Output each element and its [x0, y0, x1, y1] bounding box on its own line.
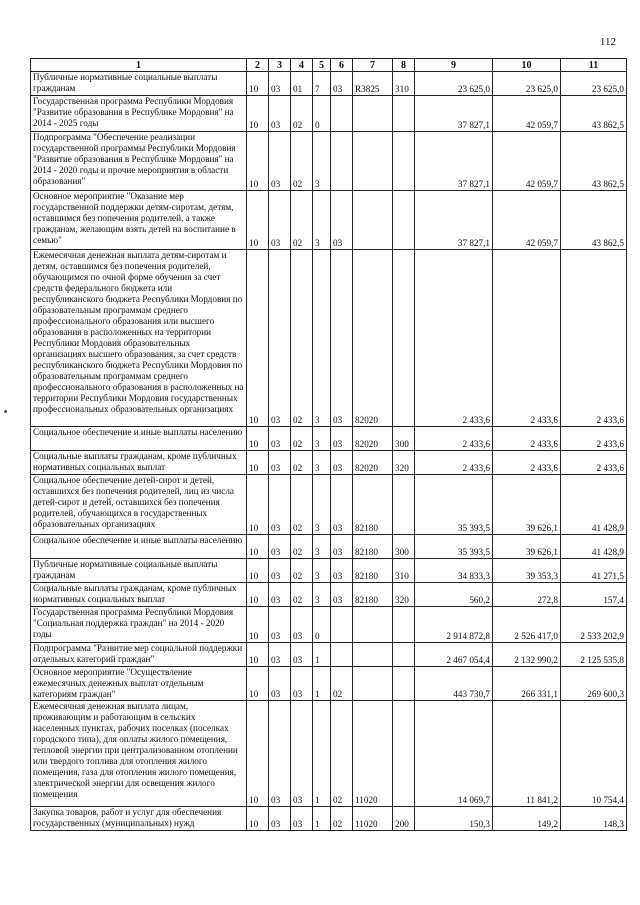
- cell-c4: 02: [291, 96, 313, 132]
- cell-c5: 0: [313, 607, 331, 643]
- cell-c4: 02: [291, 583, 313, 607]
- cell-c9: 2 914 872,8: [415, 607, 493, 643]
- row-name-cell: Публичные нормативные социальные выплаты гражданам: [31, 72, 247, 96]
- cell-c10: 2 433,6: [493, 451, 561, 475]
- cell-c10: 42 059,7: [493, 191, 561, 250]
- cell-c2: 10: [247, 250, 269, 427]
- cell-c6: 03: [331, 250, 353, 427]
- cell-c10: 266 331,1: [493, 667, 561, 701]
- row-name-cell: Социальное обеспечение и иные выплаты населению: [31, 535, 247, 559]
- cell-c11: 2 533 202,9: [561, 607, 627, 643]
- cell-c8: [393, 96, 415, 132]
- cell-c3: 03: [269, 96, 291, 132]
- col-header: 3: [269, 59, 291, 72]
- cell-c8: [393, 643, 415, 667]
- cell-c4: 02: [291, 535, 313, 559]
- cell-c6: 03: [331, 475, 353, 535]
- table-row: [31, 191, 627, 250]
- cell-c4: 02: [291, 250, 313, 427]
- cell-c3: 03: [269, 72, 291, 96]
- cell-c2: 10: [247, 191, 269, 250]
- row-name-cell: Государственная программа Республики Мордовия "Социальная поддержка граждан" на 2014 - 2020 годы: [31, 607, 247, 643]
- cell-c3: 03: [269, 250, 291, 427]
- cell-c7: [353, 191, 393, 250]
- cell-c5: 3: [313, 475, 331, 535]
- cell-c10: 2 433,6: [493, 250, 561, 427]
- cell-c8: 300: [393, 535, 415, 559]
- table-row: [31, 72, 627, 96]
- row-name-cell: Подпрограмма "Развитие мер социальной поддержки отдельных категорий граждан": [31, 643, 247, 667]
- cell-c10: 2 132 990,2: [493, 643, 561, 667]
- col-header: 4: [291, 59, 313, 72]
- cell-c2: 10: [247, 583, 269, 607]
- row-name-cell: Основное мероприятие "Осуществление ежемесячных денежных выплат отдельным категориям граждан": [31, 667, 247, 701]
- table-row: [31, 607, 627, 643]
- cell-c2: 10: [247, 72, 269, 96]
- cell-c3: 03: [269, 701, 291, 807]
- cell-c8: [393, 667, 415, 701]
- cell-c2: 10: [247, 559, 269, 583]
- cell-c9: 35 393,5: [415, 475, 493, 535]
- table-row: [31, 559, 627, 583]
- cell-c7: 82020: [353, 250, 393, 427]
- cell-c4: 02: [291, 475, 313, 535]
- cell-c7: R3825: [353, 72, 393, 96]
- cell-c3: 03: [269, 643, 291, 667]
- table-body: [31, 72, 627, 831]
- cell-c8: 320: [393, 451, 415, 475]
- cell-c11: 2 433,6: [561, 427, 627, 451]
- cell-c6: 03: [331, 583, 353, 607]
- col-header: 9: [415, 59, 493, 72]
- cell-c4: 01: [291, 72, 313, 96]
- row-name-cell: Публичные нормативные социальные выплаты гражданам: [31, 559, 247, 583]
- table-row: [31, 132, 627, 191]
- cell-c5: 3: [313, 535, 331, 559]
- cell-c5: 3: [313, 583, 331, 607]
- row-name-cell: Государственная программа Республики Мордовия "Развитие образования в Республике Мордовия" на 2014 - 2025 годы: [31, 96, 247, 132]
- cell-c8: [393, 475, 415, 535]
- cell-c11: 43 862,5: [561, 191, 627, 250]
- cell-c9: 37 827,1: [415, 96, 493, 132]
- cell-c3: 03: [269, 667, 291, 701]
- cell-c9: 2 433,6: [415, 451, 493, 475]
- cell-c4: 03: [291, 701, 313, 807]
- cell-c9: 23 625,0: [415, 72, 493, 96]
- cell-c5: 1: [313, 643, 331, 667]
- cell-c3: 03: [269, 451, 291, 475]
- cell-c10: 2 526 417,0: [493, 607, 561, 643]
- cell-c6: 02: [331, 667, 353, 701]
- cell-c2: 10: [247, 451, 269, 475]
- col-header: 8: [393, 59, 415, 72]
- cell-c2: 10: [247, 807, 269, 831]
- cell-c3: 03: [269, 191, 291, 250]
- cell-c11: 43 862,5: [561, 96, 627, 132]
- col-header: 2: [247, 59, 269, 72]
- cell-c11: 41 428,9: [561, 475, 627, 535]
- cell-c9: 37 827,1: [415, 132, 493, 191]
- cell-c5: 1: [313, 701, 331, 807]
- cell-c11: 2 433,6: [561, 250, 627, 427]
- row-name-cell: Основное мероприятие "Оказание мер государственной поддержки детям-сиротам, детям, оставшимся без попечения родителей, а также гражданам, желающим взять детей на воспитание в семью": [31, 191, 247, 250]
- cell-c7: 82020: [353, 451, 393, 475]
- cell-c7: 82180: [353, 559, 393, 583]
- cell-c6: 03: [331, 535, 353, 559]
- cell-c11: 148,3: [561, 807, 627, 831]
- cell-c2: 10: [247, 643, 269, 667]
- cell-c3: 03: [269, 583, 291, 607]
- cell-c6: 02: [331, 807, 353, 831]
- cell-c6: [331, 607, 353, 643]
- cell-c7: 82180: [353, 583, 393, 607]
- cell-c9: 14 069,7: [415, 701, 493, 807]
- cell-c2: 10: [247, 535, 269, 559]
- cell-c5: 3: [313, 191, 331, 250]
- cell-c11: 269 600,3: [561, 667, 627, 701]
- cell-c3: 03: [269, 535, 291, 559]
- table-row: [31, 250, 627, 427]
- cell-c6: 03: [331, 191, 353, 250]
- cell-c8: 310: [393, 559, 415, 583]
- cell-c7: 11020: [353, 807, 393, 831]
- table-row: [31, 427, 627, 451]
- cell-c11: 41 271,5: [561, 559, 627, 583]
- col-header: 10: [493, 59, 561, 72]
- cell-c5: 3: [313, 427, 331, 451]
- cell-c9: 2 467 054,4: [415, 643, 493, 667]
- cell-c2: 10: [247, 475, 269, 535]
- cell-c6: 03: [331, 427, 353, 451]
- cell-c7: [353, 96, 393, 132]
- table-row: [31, 475, 627, 535]
- cell-c6: [331, 643, 353, 667]
- col-header: 5: [313, 59, 331, 72]
- cell-c10: 42 059,7: [493, 132, 561, 191]
- cell-c6: 03: [331, 451, 353, 475]
- cell-c4: 02: [291, 191, 313, 250]
- cell-c7: 82020: [353, 427, 393, 451]
- page-number: 112: [599, 36, 616, 48]
- cell-c5: 3: [313, 250, 331, 427]
- cell-c10: 39 626,1: [493, 475, 561, 535]
- cell-c4: 03: [291, 667, 313, 701]
- cell-c5: 0: [313, 96, 331, 132]
- cell-c8: 200: [393, 807, 415, 831]
- cell-c2: 10: [247, 667, 269, 701]
- cell-c4: 02: [291, 559, 313, 583]
- cell-c10: 11 841,2: [493, 701, 561, 807]
- cell-c5: 3: [313, 132, 331, 191]
- cell-c9: 2 433,6: [415, 250, 493, 427]
- cell-c3: 03: [269, 607, 291, 643]
- cell-c10: 149,2: [493, 807, 561, 831]
- cell-c4: 02: [291, 132, 313, 191]
- cell-c11: 157,4: [561, 583, 627, 607]
- cell-c5: 3: [313, 451, 331, 475]
- cell-c5: 3: [313, 559, 331, 583]
- cell-c4: 03: [291, 807, 313, 831]
- cell-c3: 03: [269, 559, 291, 583]
- cell-c9: 2 433,6: [415, 427, 493, 451]
- cell-c9: 150,3: [415, 807, 493, 831]
- cell-c11: 2 125 535,8: [561, 643, 627, 667]
- cell-c3: 03: [269, 475, 291, 535]
- budget-table: [30, 58, 627, 831]
- table-row: [31, 583, 627, 607]
- col-header: 1: [31, 59, 247, 72]
- cell-c7: [353, 643, 393, 667]
- cell-c10: 23 625,0: [493, 72, 561, 96]
- cell-c9: 443 730,7: [415, 667, 493, 701]
- cell-c5: 7: [313, 72, 331, 96]
- cell-c5: 1: [313, 807, 331, 831]
- row-name-cell: Социальное обеспечение детей-сирот и детей, оставшихся без попечения родителей, лиц из числа детей-сирот и детей, оставшихся без попечения родителей, обучающихся в государственных образовательных организациях: [31, 475, 247, 535]
- cell-c6: [331, 96, 353, 132]
- cell-c11: 2 433,6: [561, 451, 627, 475]
- cell-c8: [393, 250, 415, 427]
- row-name-cell: Социальные выплаты гражданам, кроме публичных нормативных социальных выплат: [31, 451, 247, 475]
- cell-c8: [393, 191, 415, 250]
- col-header: 6: [331, 59, 353, 72]
- cell-c4: 02: [291, 427, 313, 451]
- cell-c7: [353, 132, 393, 191]
- row-name-cell: Закупка товаров, работ и услуг для обеспечения государственных (муниципальных) нужд: [31, 807, 247, 831]
- cell-c10: 272,8: [493, 583, 561, 607]
- cell-c6: 03: [331, 559, 353, 583]
- cell-c2: 10: [247, 427, 269, 451]
- cell-c6: 02: [331, 701, 353, 807]
- cell-c4: 03: [291, 643, 313, 667]
- table-row: [31, 643, 627, 667]
- table-row: [31, 701, 627, 807]
- scan-speck: [4, 410, 7, 413]
- table-row: [31, 451, 627, 475]
- cell-c8: 320: [393, 583, 415, 607]
- row-name-cell: Социальное обеспечение и иные выплаты населению: [31, 427, 247, 451]
- cell-c4: 03: [291, 607, 313, 643]
- table-row: [31, 96, 627, 132]
- cell-c10: 39 626,1: [493, 535, 561, 559]
- cell-c2: 10: [247, 701, 269, 807]
- cell-c7: 11020: [353, 701, 393, 807]
- row-name-cell: Социальные выплаты гражданам, кроме публичных нормативных социальных выплат: [31, 583, 247, 607]
- cell-c9: 37 827,1: [415, 191, 493, 250]
- cell-c10: 39 353,3: [493, 559, 561, 583]
- cell-c9: 560,2: [415, 583, 493, 607]
- cell-c8: [393, 701, 415, 807]
- cell-c4: 02: [291, 451, 313, 475]
- cell-c3: 03: [269, 132, 291, 191]
- header-row: [31, 59, 627, 72]
- cell-c7: 82180: [353, 535, 393, 559]
- cell-c6: [331, 132, 353, 191]
- cell-c2: 10: [247, 96, 269, 132]
- cell-c3: 03: [269, 427, 291, 451]
- cell-c9: 34 833,3: [415, 559, 493, 583]
- cell-c8: 310: [393, 72, 415, 96]
- table-row: [31, 535, 627, 559]
- cell-c7: 82180: [353, 475, 393, 535]
- cell-c2: 10: [247, 132, 269, 191]
- row-name-cell: Ежемесячная денежная выплата детям-сиротам и детям, оставшимся без попечения родителей, обучающимся по очной форме обучения за счет средств федерального бюджета или республиканского бюджета Республики Мордовия по образовательным программам среднего профессионального образования или высшего образования в расположенных на территории Республики Мордовия образовательных организациях высшего образования, за счет средств республиканского бюджета Республики Мордовия по образовательным программам среднего профессионального образования в расположенных на территории Республики Мордовия государственных профессиональных образовательных организациях: [31, 250, 247, 427]
- cell-c8: [393, 607, 415, 643]
- cell-c3: 03: [269, 807, 291, 831]
- cell-c5: 1: [313, 667, 331, 701]
- col-header: 7: [353, 59, 393, 72]
- row-name-cell: Подпрограмма "Обеспечение реализации государственной программы Республики Мордовия "Развитие образования в Республике Мордовия" на 2014 - 2020 годы и прочие мероприятия в области образования": [31, 132, 247, 191]
- table-row: [31, 667, 627, 701]
- cell-c11: 10 754,4: [561, 701, 627, 807]
- cell-c8: [393, 132, 415, 191]
- cell-c7: [353, 607, 393, 643]
- cell-c8: 300: [393, 427, 415, 451]
- col-header: 11: [561, 59, 627, 72]
- cell-c9: 35 393,5: [415, 535, 493, 559]
- table-row: [31, 807, 627, 831]
- cell-c2: 10: [247, 607, 269, 643]
- row-name-cell: Ежемесячная денежная выплата лицам, проживающим и работающим в сельских населенных пунктах, рабочих поселках (поселках городского типа), для оплаты жилого помещения, тепловой энергии при централизованном отоплении или твердого топлива для отопления жилого помещения, газа для отопления жилого помещения, электрической энергии для освещения жилого помещения: [31, 701, 247, 807]
- cell-c7: [353, 667, 393, 701]
- cell-c11: 43 862,5: [561, 132, 627, 191]
- cell-c11: 23 625,0: [561, 72, 627, 96]
- cell-c6: 03: [331, 72, 353, 96]
- cell-c11: 41 428,9: [561, 535, 627, 559]
- cell-c10: 2 433,6: [493, 427, 561, 451]
- cell-c10: 42 059,7: [493, 96, 561, 132]
